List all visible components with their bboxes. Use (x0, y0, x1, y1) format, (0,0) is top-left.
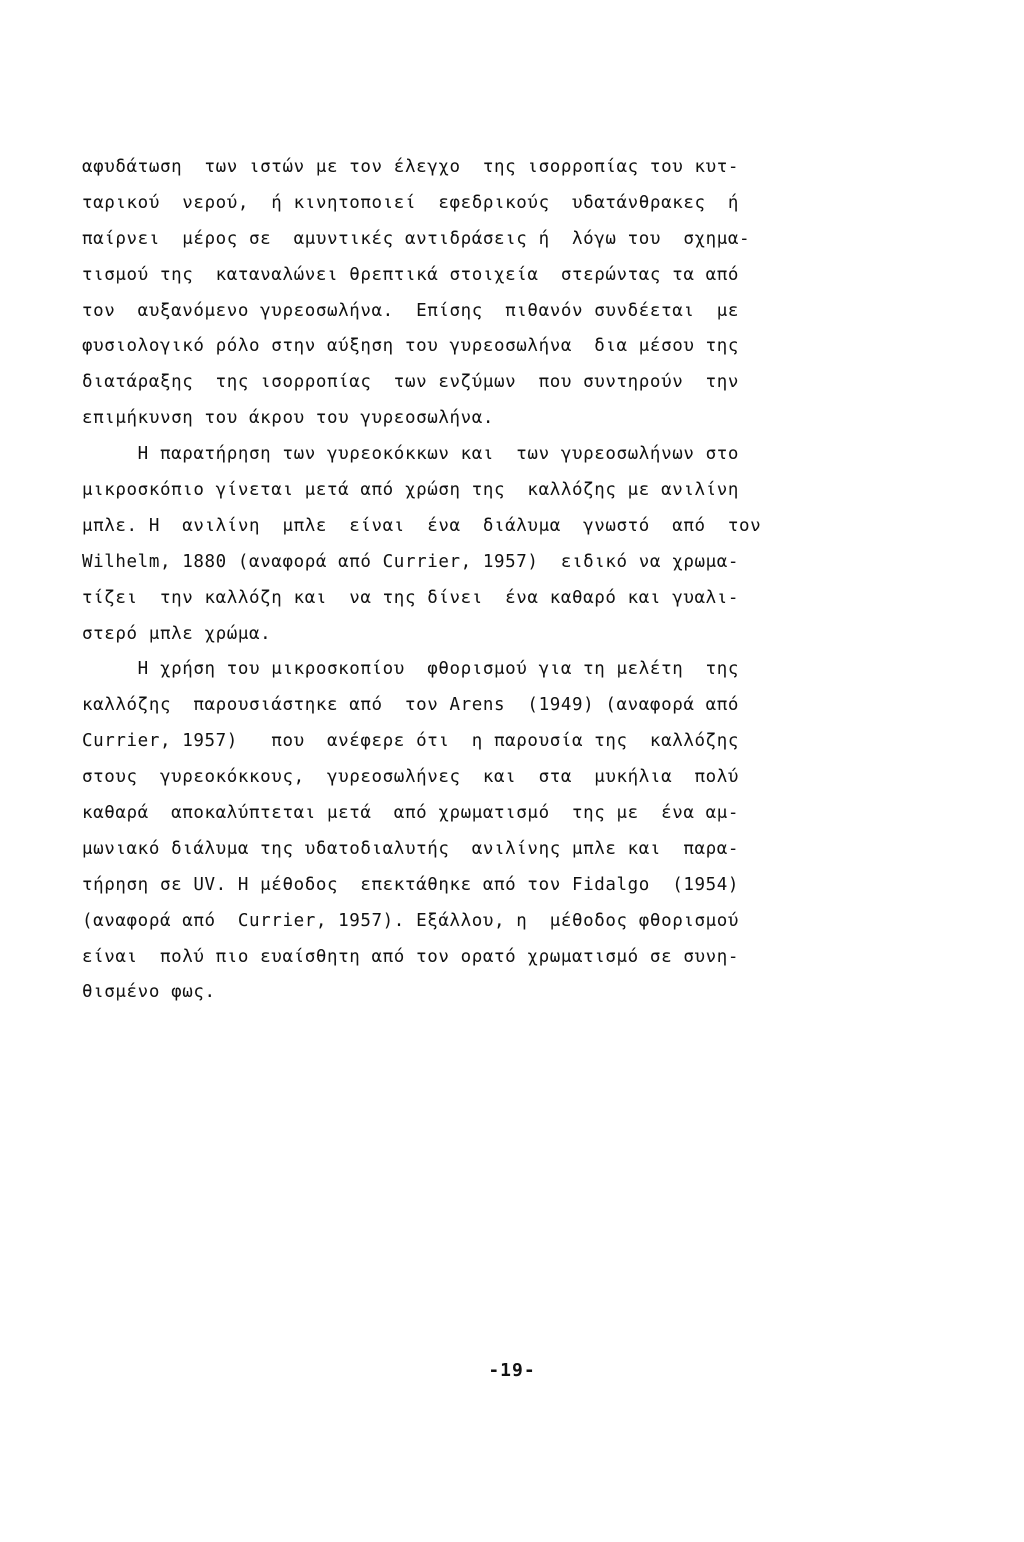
text-line: ταρικού νερού, ή κινητοποιεί εφεδρικούς υδατάνθρακες ή (82, 192, 740, 213)
text-line: επιμήκυνση του άκρου του γυρεοσωλήνα. (82, 408, 495, 429)
text-line: Η χρήση του μικροσκοπίου φθορισμού για τη μελέτη της (82, 659, 740, 680)
text-line: (αναφορά από Currier, 1957). Εξάλλου, η μέθοδος φθορισμού (82, 910, 740, 931)
text-line: Wilhelm, 1880 (αναφορά από Currier, 1957) ειδικό να χρωμα- (82, 551, 740, 572)
text-line: τισμού της καταναλώνει θρεπτικά στοιχεία στερώντας τα από (82, 264, 740, 285)
text-line: αφυδάτωση των ιστών με τον έλεγχο της ισορροπίας του κυτ- (82, 157, 740, 177)
text-line: μπλε. Η ανιλίνη μπλε είναι ένα διάλυμα γνωστό από τον (82, 515, 762, 536)
text-line: στους γυρεοκόκκους, γυρεοσωλήνες και στα μυκήλια πολύ (82, 767, 740, 788)
text-line: Η παρατήρηση των γυρεοκόκκων και των γυρεοσωλήνων στο (82, 444, 740, 465)
text-line: είναι πολύ πιο ευαίσθητη από τον ορατό χρωματισμό σε συνη- (82, 946, 740, 967)
text-line: καλλόζης παρουσιάστηκε από τον Arens (1949) (αναφορά από (82, 695, 740, 716)
text-line: παίρνει μέρος σε αμυντικές αντιδράσεις ή λόγω του σχημα- (82, 228, 751, 249)
text-line: διατάραξης της ισορροπίας των ενζύμων που συντηρούν την (82, 372, 740, 393)
page-number: -19- (488, 1360, 536, 1381)
text-line: καθαρά αποκαλύπτεται μετά από χρωματισμό της με ένα αμ- (82, 803, 740, 824)
text-line: φυσιολογικό ρόλο στην αύξηση του γυρεοσωλήνα δια μέσου της (82, 336, 740, 357)
text-line: θισμένο φως. (82, 982, 216, 1003)
text-line: μωνιακό διάλυμα της υδατοδιαλυτής ανιλίνης μπλε και παρα- (82, 838, 740, 859)
text-line: τον αυξανόμενο γυρεοσωλήνα. Επίσης πιθανόν συνδέεται με (82, 300, 740, 321)
text-line: Currier, 1957) που ανέφερε ότι η παρουσία της καλλόζης (82, 731, 740, 752)
text-line: τίζει την καλλόζη και να της δίνει ένα καθαρό και γυαλι- (82, 587, 740, 608)
body-text (82, 150, 852, 1011)
text-line: τήρηση σε UV. Η μέθοδος επεκτάθηκε από τον Fidalgo (1954) (82, 874, 740, 895)
text-line: μικροσκόπιο γίνεται μετά από χρώση της καλλόζης με ανιλίνη (82, 480, 740, 501)
text-line: στερό μπλε χρώμα. (82, 623, 272, 644)
